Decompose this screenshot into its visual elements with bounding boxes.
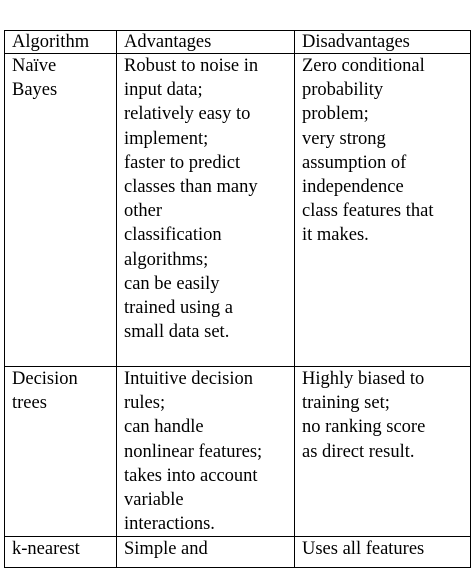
disadvantages-cell <box>295 367 471 537</box>
cell-line: Uses all features <box>302 539 425 560</box>
cell-line: training set; <box>302 393 390 414</box>
advantages-cell <box>117 54 295 367</box>
cell-line: no ranking score <box>302 417 426 438</box>
cell-line: class features that <box>302 201 434 222</box>
cell-line: Intuitive decision <box>124 369 253 389</box>
disadvantages-cell <box>295 537 471 568</box>
cell-line: assumption of <box>302 152 407 173</box>
cell-line: trees <box>12 393 47 414</box>
cell-line: it makes. <box>302 225 369 246</box>
cell-line: interactions. <box>124 514 215 535</box>
comparison-table <box>4 30 471 568</box>
cell-line: Highly biased to <box>302 369 425 389</box>
advantages-cell <box>117 367 295 537</box>
table-header-row <box>5 31 471 54</box>
cell-line: nonlinear features; <box>124 441 263 462</box>
cell-line: relatively easy to <box>124 104 251 125</box>
header-algorithm: Algorithm <box>5 31 117 54</box>
cell-line: rules; <box>124 393 166 414</box>
cell-line: Zero conditional <box>302 56 425 76</box>
advantages-cell <box>117 537 295 568</box>
cell-line: Simple and <box>124 539 208 560</box>
disadvantages-cell <box>295 54 471 367</box>
header-disadvantages: Disadvantages <box>295 31 471 54</box>
algorithm-cell <box>5 367 117 537</box>
cell-line: algorithms; <box>124 249 209 270</box>
cell-line: Bayes <box>12 80 58 101</box>
cell-line: can be easily <box>124 273 220 294</box>
table-row <box>5 54 471 367</box>
cell-line: probability <box>302 80 384 101</box>
cell-line: Naïve <box>12 56 57 76</box>
cell-line: k-nearest <box>12 539 80 560</box>
cell-line: variable <box>124 490 184 511</box>
cell-line: takes into account <box>124 465 258 486</box>
cell-line: very strong <box>302 128 386 149</box>
cell-line: classes than many <box>124 177 258 198</box>
table-row <box>5 367 471 537</box>
cell-line: implement; <box>124 128 209 149</box>
cell-line: faster to predict <box>124 152 241 173</box>
cell-line: independence <box>302 177 404 198</box>
cell-line: problem; <box>302 104 369 125</box>
cell-line: trained using a <box>124 298 233 319</box>
algorithm-cell <box>5 54 117 367</box>
cell-line: other <box>124 201 163 222</box>
cell-line: as direct result. <box>302 441 415 462</box>
algorithm-cell <box>5 537 117 568</box>
cell-line: input data; <box>124 80 203 101</box>
cell-line: classification <box>124 225 222 246</box>
cell-line: small data set. <box>124 322 230 343</box>
cell-line: Robust to noise in <box>124 56 259 76</box>
header-advantages: Advantages <box>117 31 295 54</box>
cell-line: Decision <box>12 369 78 389</box>
table-row <box>5 537 471 568</box>
cell-line: can handle <box>124 417 204 438</box>
